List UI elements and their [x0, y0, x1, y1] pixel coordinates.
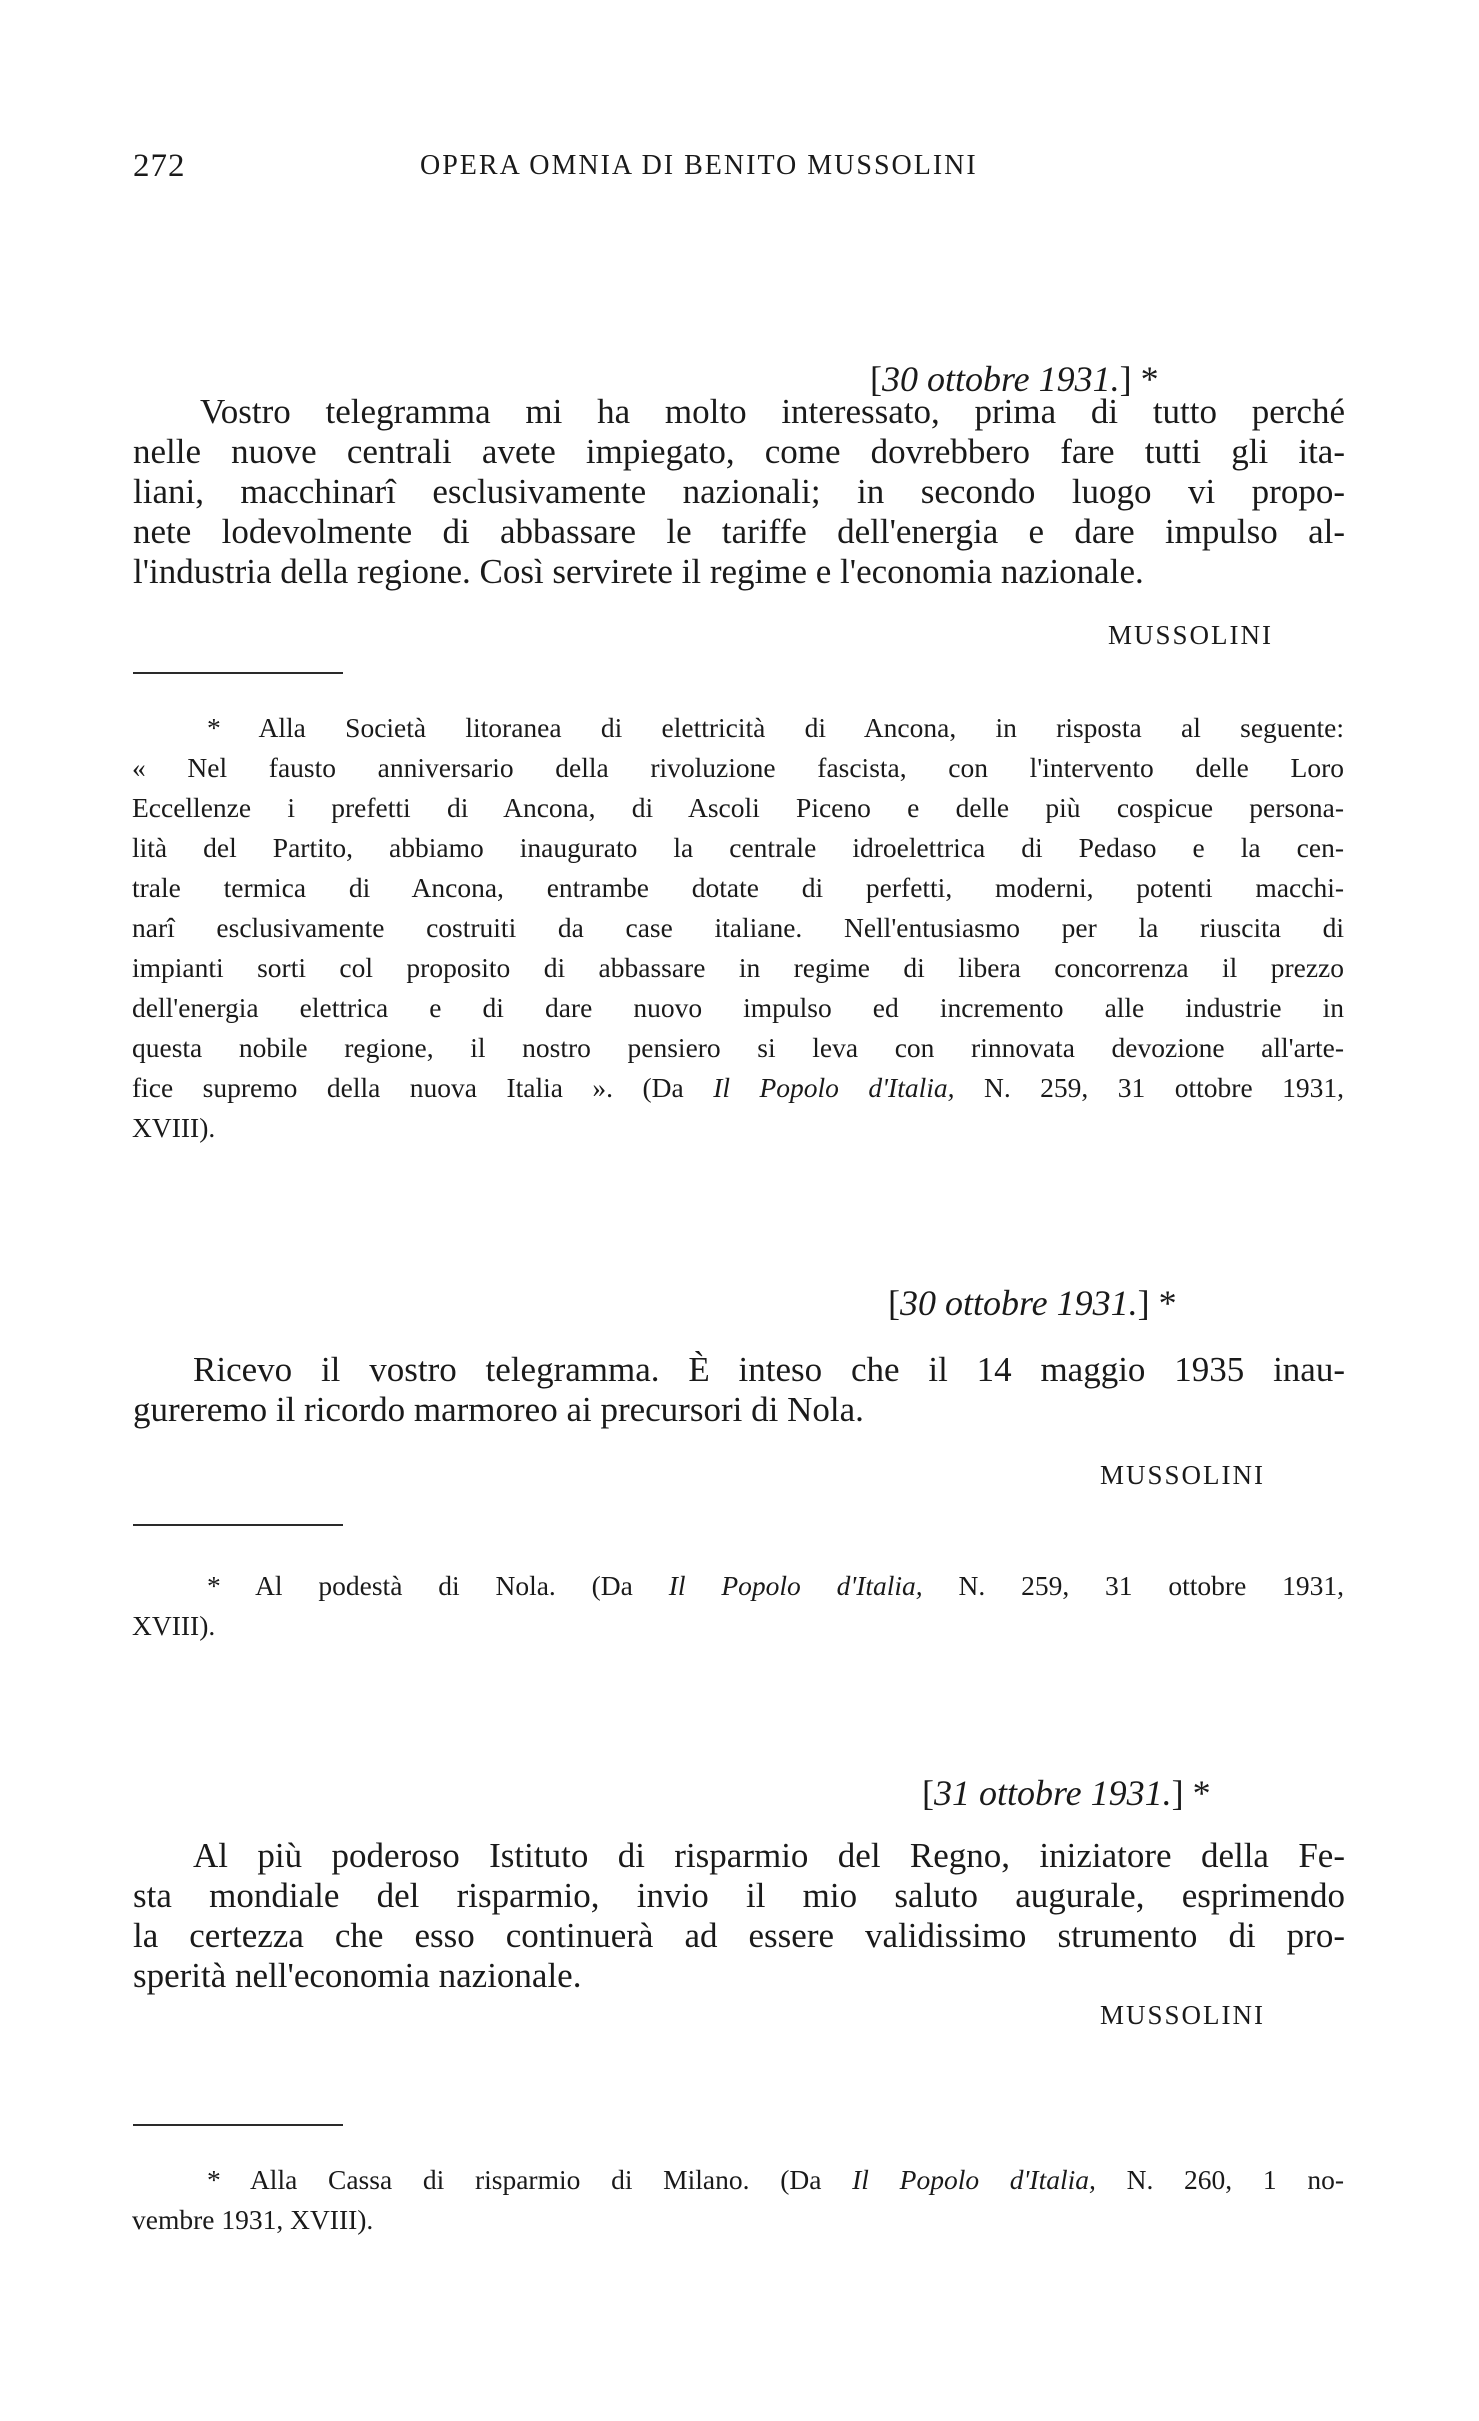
- footnote-line: [132, 2160, 1344, 2200]
- letter-1-body: [133, 392, 1345, 592]
- footnote-text: * Alla Cassa di risparmio di Milano. (Da: [207, 2164, 853, 2195]
- letter-3-date: [922, 1772, 1211, 1814]
- footnote-line: XVIII).: [132, 1610, 216, 1641]
- footnote-rule: [133, 2124, 343, 2126]
- footnote-line: trale termica di Ancona, entrambe dotate di perfetti, moderni, potenti macchi-: [132, 872, 1344, 903]
- date-close-bracket: ] *: [1137, 1283, 1177, 1323]
- running-title: OPERA OMNIA DI BENITO MUSSOLINI: [420, 150, 978, 181]
- newspaper-title: Il Popolo d'Italia,: [668, 1570, 923, 1601]
- footnote-line: questa nobile regione, il nostro pensiero si leva con rinnovata devozione all'arte-: [132, 1032, 1344, 1063]
- letter-2-body: [133, 1350, 1345, 1430]
- footnote-line: vembre 1931, XVIII).: [132, 2204, 374, 2235]
- letter-3-footnote: [132, 2160, 1344, 2240]
- letter-3-signature: MUSSOLINI: [1100, 2000, 1266, 2030]
- footnote-text: N. 260, 1 no-: [1095, 2164, 1344, 2195]
- letter-3-body: [133, 1836, 1345, 1996]
- footnote-text: * Al podestà di Nola. (Da: [207, 1570, 669, 1601]
- footnote-rule: [133, 1524, 343, 1526]
- date-close-bracket: ] *: [1119, 359, 1159, 399]
- body-line: la certezza che esso continuerà ad essere validissimo strumento di pro-: [133, 1916, 1345, 1955]
- date-text: 31 ottobre 1931.: [934, 1773, 1172, 1813]
- newspaper-title: Il Popolo d'Italia,: [852, 2164, 1096, 2195]
- footnote-rule: [133, 672, 343, 674]
- body-line: Ricevo il vostro telegramma. È inteso che il 14 maggio 1935 inau-: [193, 1350, 1345, 1389]
- date-text: 30 ottobre 1931.: [900, 1283, 1138, 1323]
- body-line: nete lodevolmente di abbassare le tariffe dell'energia e dare impulso al-: [133, 512, 1345, 551]
- letter-1-signature: MUSSOLINI: [1108, 620, 1274, 650]
- letter-2-signature: MUSSOLINI: [1100, 1460, 1266, 1490]
- body-line: nelle nuove centrali avete impiegato, come dovrebbero fare tutti gli ita-: [133, 432, 1345, 471]
- body-line: Vostro telegramma mi ha molto interessato, prima di tutto perché: [200, 392, 1345, 431]
- footnote-line: XVIII).: [132, 1112, 216, 1143]
- letter-2-date: [888, 1282, 1177, 1324]
- footnote-line: [132, 1566, 1344, 1606]
- body-line: l'industria della regione. Così servirete il regime e l'economia nazionale.: [133, 552, 1144, 591]
- letter-1-footnote: [132, 708, 1344, 1148]
- footnote-line: impianti sorti col proposito di abbassare in regime di libera concorrenza il prezzo: [132, 952, 1344, 983]
- date-text: 30 ottobre 1931.: [882, 359, 1120, 399]
- newspaper-title: Il Popolo d'Italia,: [713, 1072, 955, 1103]
- body-line: gureremo il ricordo marmoreo ai precursori di Nola.: [133, 1390, 864, 1429]
- date-open-bracket: [: [888, 1283, 900, 1323]
- footnote-line: Eccellenze i prefetti di Ancona, di Ascoli Piceno e delle più cospicue persona-: [132, 792, 1344, 823]
- footnote-line: narî esclusivamente costruiti da case italiane. Nell'entusiasmo per la riuscita di: [132, 912, 1344, 943]
- footnote-text: N. 259, 31 ottobre 1931,: [954, 1072, 1344, 1103]
- date-open-bracket: [: [922, 1773, 934, 1813]
- footnote-line: « Nel fausto anniversario della rivoluzione fascista, con l'intervento delle Loro: [132, 752, 1344, 783]
- date-open-bracket: [: [870, 359, 882, 399]
- footnote-text: fice supremo della nuova Italia ». (Da: [132, 1072, 714, 1103]
- page-number: 272: [133, 148, 186, 184]
- footnote-line: [132, 1068, 1344, 1108]
- footnote-line: lità del Partito, abbiamo inaugurato la centrale idroelettrica di Pedaso e la cen-: [132, 832, 1344, 863]
- footnote-line: dell'energia elettrica e di dare nuovo impulso ed incremento alle industrie in: [132, 992, 1344, 1023]
- body-line: sta mondiale del risparmio, invio il mio saluto augurale, esprimendo: [133, 1876, 1345, 1915]
- footnote-text: N. 259, 31 ottobre 1931,: [922, 1570, 1344, 1601]
- date-close-bracket: ] *: [1171, 1773, 1211, 1813]
- body-line: liani, macchinarî esclusivamente nazionali; in secondo luogo vi propo-: [133, 472, 1345, 511]
- body-line: sperità nell'economia nazionale.: [133, 1956, 582, 1995]
- body-line: Al più poderoso Istituto di risparmio del Regno, iniziatore della Fe-: [193, 1836, 1345, 1875]
- letter-2-footnote: [132, 1566, 1344, 1646]
- footnote-line: * Alla Società litoranea di elettricità di Ancona, in risposta al seguente:: [207, 712, 1344, 743]
